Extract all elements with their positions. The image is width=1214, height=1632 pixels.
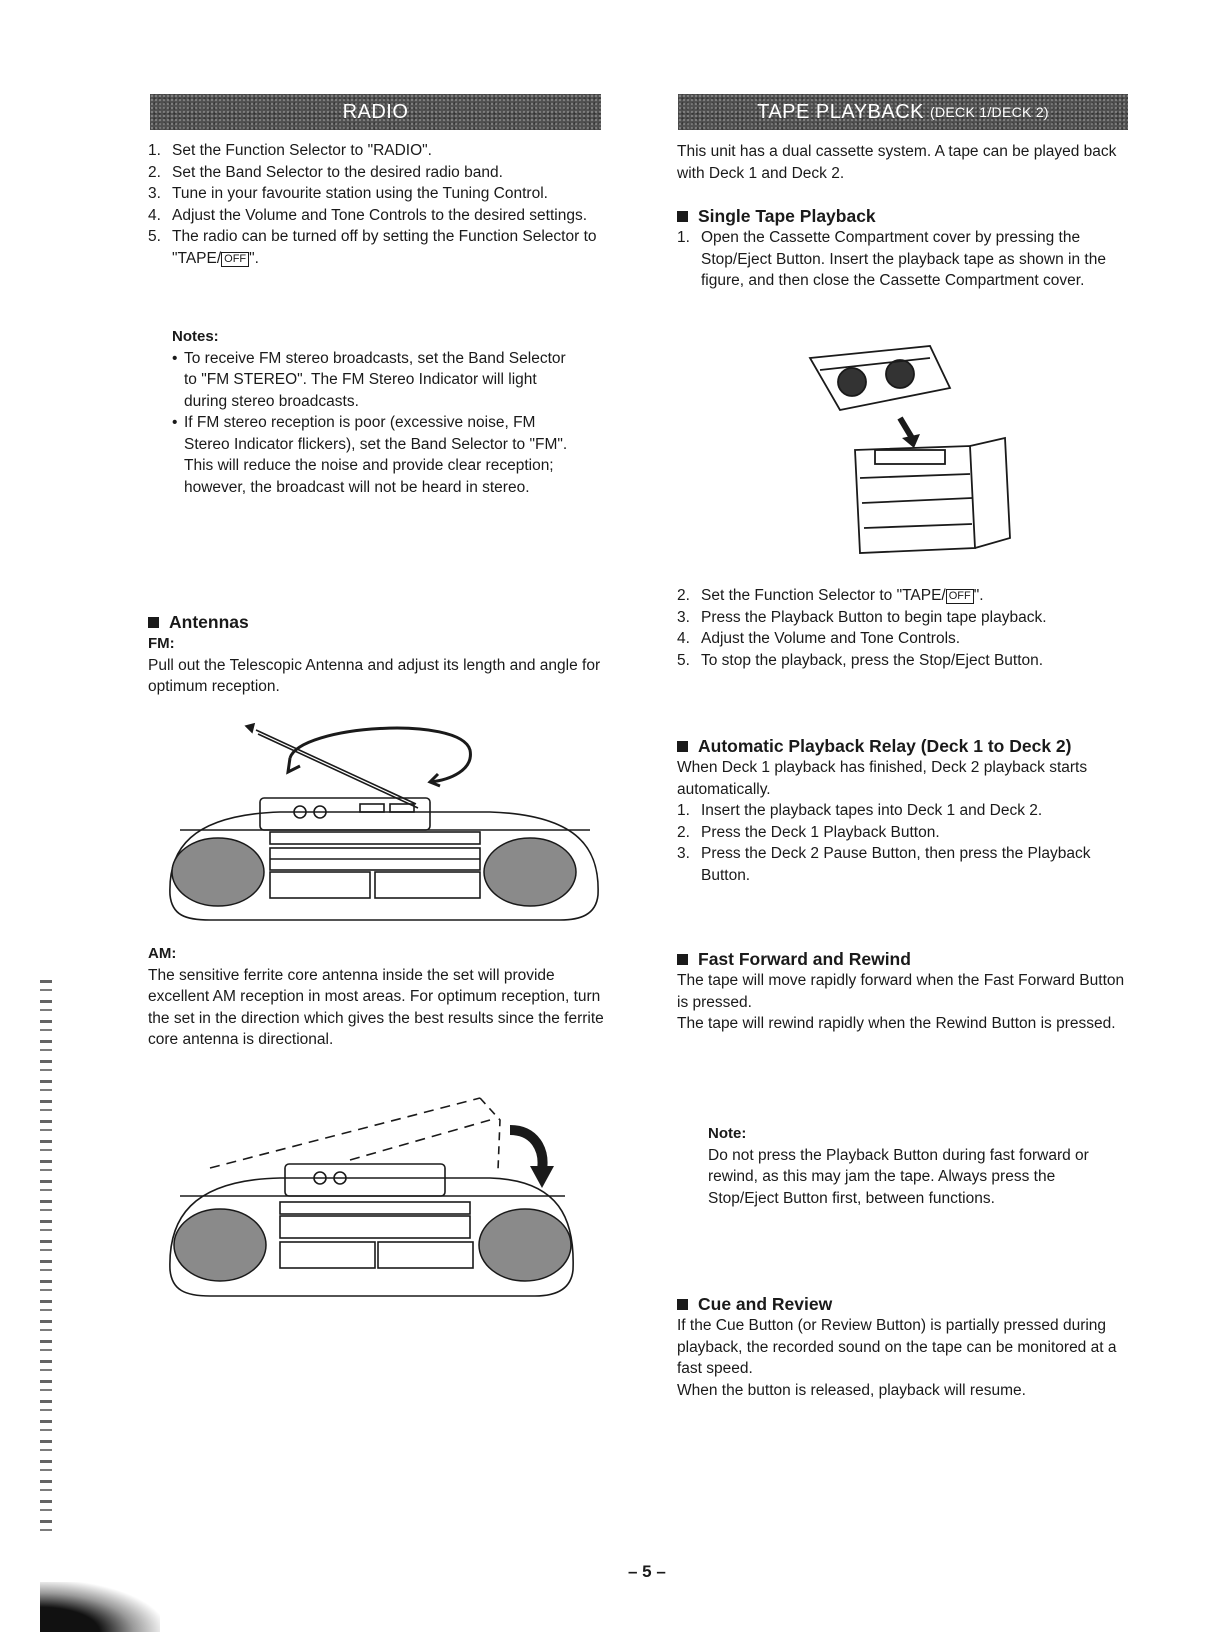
step-text: Set the Band Selector to the desired radio band.	[172, 163, 503, 181]
list-item	[677, 227, 1129, 292]
step-number: 1.	[677, 229, 690, 246]
tape-banner-subtitle: (DECK 1/DECK 2)	[930, 104, 1049, 120]
antennas-heading	[148, 611, 610, 633]
ff-rewind-section	[677, 948, 1129, 1035]
relay-heading-text: Automatic Playback Relay (Deck 1 to Deck 2)	[698, 736, 1072, 756]
step-number: 5.	[677, 651, 690, 669]
square-bullet-icon	[677, 741, 688, 752]
square-bullet-icon	[677, 954, 688, 965]
step-number: 3.	[677, 608, 690, 626]
antennas-section	[148, 611, 610, 698]
tape-playback-banner	[678, 94, 1128, 130]
antennas-heading-text: Antennas	[169, 612, 249, 632]
list-item: • To receive FM stereo broadcasts, set the Band Selector to "FM STEREO". The FM Stereo Indicator will light during stereo broadcasts.	[172, 348, 582, 413]
list-item	[148, 205, 610, 227]
step-number: 1.	[148, 142, 161, 159]
ff-note	[708, 1123, 1093, 1209]
tape-intro-text: This unit has a dual cassette system. A tape can be played back with Deck 1 and Deck 2.	[677, 143, 1117, 182]
cue-release-text: When the button is released, playback will resume.	[677, 1381, 1026, 1399]
radio-steps-block	[148, 140, 610, 269]
step-number: 2.	[148, 163, 161, 181]
tape-intro	[677, 141, 1129, 184]
list-item	[677, 628, 1129, 650]
rewind-text: The tape will rewind rapidly when the Rewind Button is pressed.	[677, 1015, 1116, 1032]
radio-banner-title: RADIO	[342, 100, 409, 123]
step-text: Press the Deck 2 Pause Button, then press the Playback Button.	[701, 845, 1091, 884]
cue-text: If the Cue Button (or Review Button) is partially pressed during playback, the recorded sound on the tape can be monitored at a fast speed.	[677, 1317, 1117, 1377]
square-bullet-icon	[148, 617, 159, 628]
list-item	[148, 140, 610, 162]
radio-notes	[172, 326, 582, 498]
note-title: Note:	[708, 1125, 747, 1142]
am-section	[148, 943, 610, 1051]
step-text: To stop the playback, press the Stop/Eject Button.	[701, 651, 1044, 669]
list-item	[677, 585, 1129, 607]
cue-review-section	[677, 1293, 1129, 1401]
step-text: Adjust the Volume and Tone Controls to the desired settings.	[172, 206, 588, 224]
step-text: Tune in your favourite station using the Tuning Control.	[172, 185, 548, 202]
step-text: Press the Playback Button to begin tape playback.	[701, 608, 1047, 626]
step-number: 2.	[677, 823, 690, 841]
ff-text: The tape will move rapidly forward when the Fast Forward Button is pressed.	[677, 972, 1125, 1011]
step-number: 3.	[148, 185, 161, 202]
single-tape-steps	[677, 585, 1129, 671]
am-text: The sensitive ferrite core antenna inside the set will provide excellent AM reception in most areas. For optimum reception, turn the set in the direction which gives the best results since the ferrite core antenna is directional.	[148, 966, 604, 1048]
step-text-end: ".	[249, 249, 259, 267]
off-label: OFF	[946, 589, 974, 604]
single-tape-heading-text: Single Tape Playback	[698, 206, 876, 226]
step-number: 1.	[677, 802, 690, 819]
relay-heading	[677, 735, 1129, 757]
list-item	[677, 607, 1129, 629]
step-number: 4.	[148, 206, 161, 224]
scan-corner-artifact	[40, 1582, 160, 1632]
step-number: 3.	[677, 845, 690, 862]
relay-section	[677, 735, 1129, 886]
note-text: Do not press the Playback Button during fast forward or rewind, as this may jam the tape. Always press the Stop/Eject Button first, between functions.	[708, 1146, 1089, 1207]
list-item	[148, 183, 610, 205]
relay-steps	[677, 800, 1129, 886]
list-item	[677, 650, 1129, 672]
fm-antenna-illustration	[160, 720, 610, 930]
radio-banner	[150, 94, 601, 130]
single-tape-steps-list	[677, 585, 1129, 671]
step-text: Set the Function Selector to "RADIO".	[172, 142, 432, 159]
notes-title: Notes:	[172, 328, 219, 345]
radio-steps	[148, 140, 610, 269]
step-text-end: ".	[973, 587, 984, 604]
step-number: 2.	[677, 587, 690, 604]
list-item: • If FM stereo reception is poor (excessive noise, FM Stereo Indicator flickers), set the Band Selector to "FM". This will reduce the noise and provide clear reception; however, the broadcast will not be heard in stereo.	[172, 412, 582, 498]
cassette-insert-illustration	[800, 338, 1020, 563]
ff-rewind-heading	[677, 948, 1129, 970]
step-text: Open the Cassette Compartment cover by pressing the Stop/Eject Button. Insert the playback tape as shown in the figure, and then close the Cassette Compartment cover.	[701, 229, 1106, 289]
cue-review-heading-text: Cue and Review	[698, 1294, 833, 1314]
step-text: Adjust the Volume and Tone Controls.	[701, 630, 961, 647]
list-item	[677, 822, 1129, 844]
single-tape-step1	[677, 227, 1129, 292]
cue-review-heading	[677, 1293, 1129, 1315]
fm-text: Pull out the Telescopic Antenna and adjust its length and angle for optimum reception.	[148, 656, 601, 695]
tape-banner-title: TAPE PLAYBACK	[757, 100, 925, 123]
square-bullet-icon	[677, 1299, 688, 1310]
list-item	[677, 843, 1129, 886]
list-item	[148, 226, 610, 269]
list-item	[148, 162, 610, 184]
am-label: AM:	[148, 945, 177, 962]
step-text: Press the Deck 1 Playback Button.	[701, 823, 940, 841]
step-number: 4.	[677, 630, 690, 647]
step-text: Insert the playback tapes into Deck 1 and Deck 2.	[701, 802, 1043, 819]
am-direction-illustration	[150, 1090, 590, 1305]
ff-rewind-heading-text: Fast Forward and Rewind	[698, 949, 911, 969]
single-tape-section	[677, 205, 1129, 292]
step-number: 5.	[148, 228, 161, 245]
square-bullet-icon	[677, 211, 688, 222]
step-text: Set the Function Selector to "TAPE/	[701, 587, 946, 604]
off-label: OFF	[221, 252, 249, 267]
scan-edge-artifact	[40, 980, 52, 1540]
page-number: – 5 –	[628, 1562, 666, 1581]
step-text: The radio can be turned off by setting the Function Selector to "TAPE/	[172, 228, 597, 267]
list-item	[677, 800, 1129, 822]
fm-label: FM:	[148, 635, 175, 652]
relay-intro: When Deck 1 playback has finished, Deck 2 playback starts automatically.	[677, 759, 1088, 798]
single-tape-heading	[677, 205, 1129, 227]
notes-list	[172, 348, 582, 499]
